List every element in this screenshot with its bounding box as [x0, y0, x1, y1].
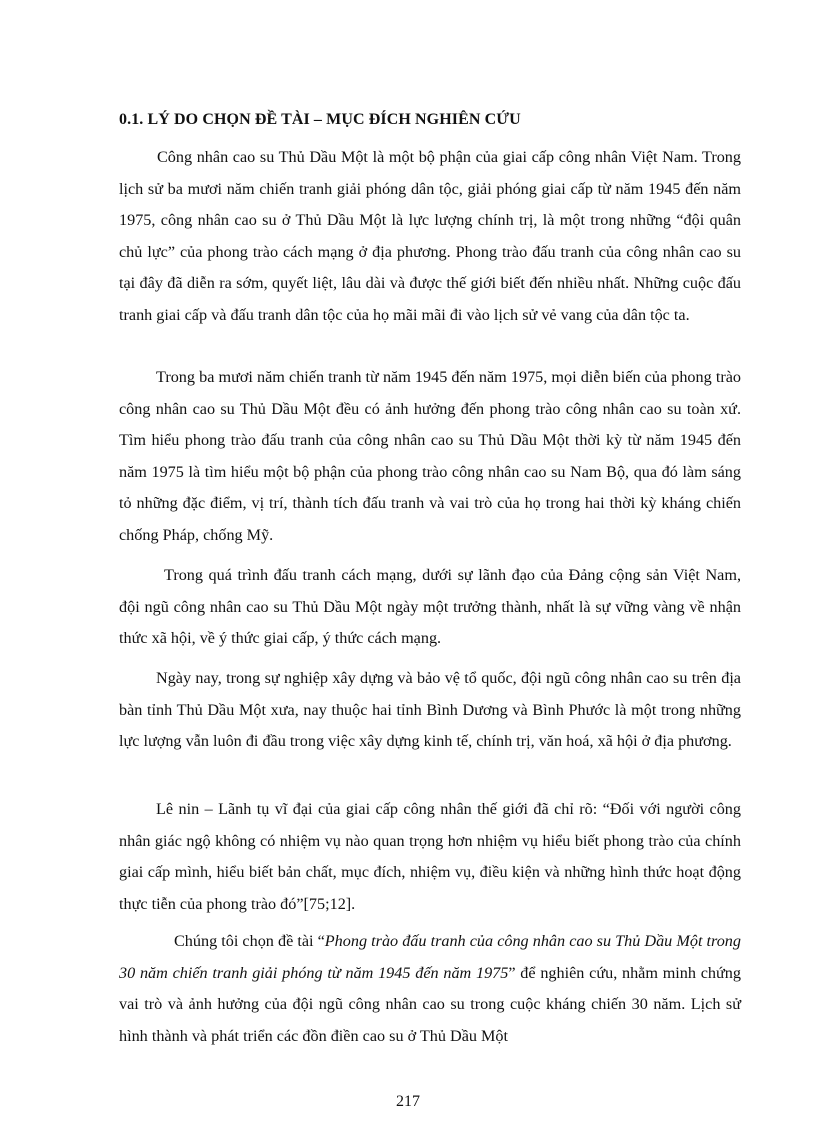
paragraph-6 — [119, 926, 741, 1052]
thesis-title: Phong trào đấu tranh của công nhân cao su Thủ Dầu Một trong 30 năm chiến tranh giải phóng từ năm 1945 đến năm 1975 — [119, 932, 741, 982]
paragraph-5: Lê nin – Lãnh tụ vĩ đại của giai cấp công nhân thế giới đã chỉ rõ: “Đối với người công nhân giác ngộ không có nhiệm vụ nào quan trọng hơn nhiệm vụ hiểu biết phong trào của chính giai cấp mình, hiểu biết bản chất, mục đích, nhiệm vụ, điều kiện và những hình thức hoạt động thực tiễn của phong trào đó”[75;12]. — [119, 800, 741, 913]
page-number: 217 — [396, 1093, 420, 1110]
paragraph-2: Trong ba mươi năm chiến tranh từ năm 1945 đến năm 1975, mọi diễn biến của phong trào công nhân cao su Thủ Dầu Một đều có ảnh hưởng đến phong trào công nhân cao su toàn xứ. Tìm hiểu phong trào đấu tranh của công nhân cao su Thủ Dầu Một thời kỳ từ năm 1945 đến năm 1975 là tìm hiểu một bộ phận của phong trào công nhân cao su Nam Bộ, qua đó làm sáng tỏ những đặc điểm, vị trí, thành tích đấu tranh và vai trò của họ trong hai thời kỳ kháng chiến chống Pháp, chống Mỹ. — [119, 368, 741, 544]
paragraph-6-rest: ” để nghiên cứu, nhằm minh chứng vai trò và ảnh hưởng của đội ngũ công nhân cao su trong cuộc kháng chiến 30 năm. Lịch sử hình thành và phát triển các đồn điền cao su ở Thủ Dầu Một — [119, 963, 741, 1045]
paragraph-3: Trong quá trình đấu tranh cách mạng, dưới sự lãnh đạo của Đảng cộng sản Việt Nam, đội ngũ công nhân cao su Thủ Dầu Một ngày một trưởng thành, nhất là sự vững vàng về nhận thức xã hội, về ý thức giai cấp, ý thức cách mạng. — [119, 566, 741, 648]
section-heading: 0.1. LÝ DO CHỌN ĐỀ TÀI – MỤC ĐÍCH NGHIÊN CỨU — [119, 111, 521, 128]
paragraph-4: Ngày nay, trong sự nghiệp xây dựng và bảo vệ tổ quốc, đội ngũ công nhân cao su trên địa bàn tỉnh Thủ Dầu Một xưa, nay thuộc hai tỉnh Bình Dương và Bình Phước là một trong những lực lượng vẫn luôn đi đầu trong việc xây dựng kinh tế, chính trị, văn hoá, xã hội ở địa phương. — [119, 669, 741, 751]
paragraph-6-lead: Chúng tôi chọn đề tài “ — [174, 932, 325, 950]
paragraph-1: Công nhân cao su Thủ Dầu Một là một bộ phận của giai cấp công nhân Việt Nam. Trong lịch sử ba mươi năm chiến tranh giải phóng dân tộc, giải phóng giai cấp từ năm 1945 đến năm 1975, công nhân cao su ở Thủ Dầu Một là lực lượng chính trị, là một trong những “đội quân chủ lực” của phong trào cách mạng ở địa phương. Phong trào đấu tranh của công nhân cao su tại đây đã diễn ra sớm, quyết liệt, lâu dài và được thế giới biết đến nhiều nhất. Những cuộc đấu tranh giai cấp và đấu tranh dân tộc của họ mãi mãi đi vào lịch sử vẻ vang của dân tộc ta. — [119, 148, 741, 324]
